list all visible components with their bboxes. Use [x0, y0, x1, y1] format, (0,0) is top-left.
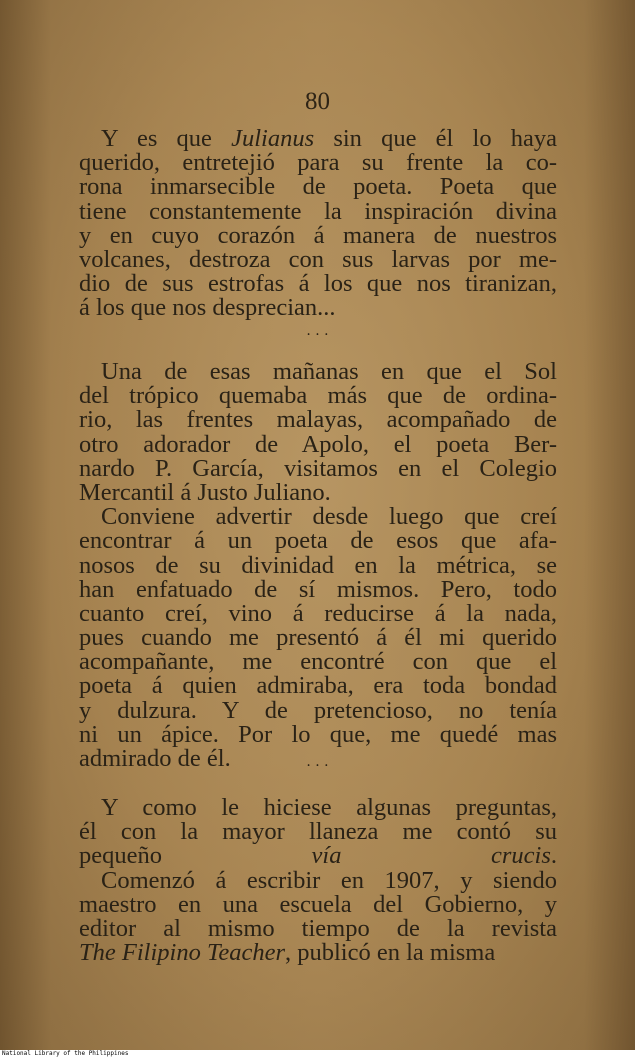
- text-run: han enfatuado de sí mismos. Pero, todo: [79, 575, 557, 603]
- section-separator: · · ·: [306, 758, 329, 774]
- text-line: [79, 197, 557, 225]
- text-line: [79, 360, 557, 384]
- text-run: volcanes, destroza con sus larvas por me-: [79, 245, 557, 273]
- text-run: á los que nos desprecian...: [79, 294, 336, 322]
- italic-text-run: vía crucis: [311, 842, 551, 870]
- text-line: [79, 941, 557, 965]
- paragraph-via-crucis: [79, 796, 557, 965]
- section-separator: · · ·: [306, 327, 329, 343]
- text-line: [79, 384, 557, 408]
- text-line: [79, 175, 557, 199]
- text-line: [79, 674, 557, 698]
- text-line: [79, 866, 557, 894]
- text-line: [79, 820, 557, 844]
- text-run: pues cuando me presentó á él mi querido: [79, 624, 557, 652]
- text-run: rio, las frentes malayas, acompañado de: [79, 406, 557, 434]
- text-run: Y es que: [101, 125, 232, 152]
- paragraph-visit: [79, 360, 557, 771]
- text-line: [79, 296, 557, 320]
- library-credit: National Library of the Philippines: [0, 1050, 635, 1058]
- text-line: [79, 650, 557, 674]
- paragraph-julianus: [79, 127, 557, 321]
- text-line: [79, 890, 557, 918]
- text-run: ni un ápice. Por lo que, me quedé mas: [79, 720, 557, 748]
- text-run: del trópico quemaba más que de ordina-: [79, 382, 557, 410]
- text-line: [79, 272, 557, 296]
- text-run: Mercantil á Justo Juliano.: [79, 478, 331, 506]
- text-line: [79, 454, 557, 482]
- text-run: Una de esas mañanas en que el Sol: [101, 358, 557, 385]
- text-run: otro adorador de Apolo, el poeta Ber-: [79, 430, 557, 458]
- text-line: [79, 551, 557, 579]
- text-line: [79, 844, 557, 868]
- italic-text-run: The Filipino Teacher: [79, 939, 285, 967]
- text-line: [79, 478, 557, 506]
- text-run: Y como le hiciese algunas preguntas,: [101, 794, 557, 821]
- text-run: sin que él lo haya: [314, 125, 557, 152]
- text-line: [79, 430, 557, 458]
- text-run: nardo P. García, visitamos en el Colegio: [79, 454, 557, 482]
- text-run: poeta á quien admiraba, era toda bondad: [79, 672, 557, 700]
- text-line: [79, 720, 557, 748]
- text-line: [79, 529, 557, 553]
- text-line: [79, 505, 557, 529]
- text-run: querido, entretejió para su frente la co-: [79, 149, 557, 177]
- text-run: acompañante, me encontré con que el: [79, 648, 557, 676]
- text-line: [79, 599, 557, 627]
- text-run: admirado de él.: [79, 745, 231, 772]
- text-run: encontrar á un poeta de esos que afa-: [79, 527, 557, 555]
- text-run: , publicó en la misma: [284, 939, 496, 967]
- text-run: pequeño: [79, 842, 312, 870]
- text-line: [79, 221, 557, 249]
- italic-text-run: Julianus: [231, 125, 315, 152]
- text-line: [79, 796, 557, 820]
- page-number: 80: [305, 88, 330, 115]
- text-line: [79, 151, 557, 175]
- text-run: rona inmarsecible de poeta. Poeta que: [79, 173, 557, 201]
- text-run: y dulzura. Y de pretencioso, no tenía: [79, 696, 557, 724]
- text-line: [79, 245, 557, 273]
- text-run: cuanto creí, vino á reducirse á la nada,: [79, 599, 557, 627]
- text-line: [79, 408, 557, 432]
- text-line: [79, 696, 557, 724]
- text-run: él con la mayor llaneza me contó su: [79, 818, 557, 846]
- text-run: Comenzó á escribir en 1907, y siendo: [101, 866, 557, 894]
- text-run: tiene constantemente la inspiración divina: [79, 197, 557, 225]
- text-run: .: [550, 842, 557, 870]
- text-run: nosos de su divinidad en la métrica, se: [79, 551, 557, 579]
- text-line: [79, 127, 557, 151]
- text-run: maestro en una escuela del Gobierno, y: [79, 890, 557, 918]
- text-line: [79, 626, 557, 650]
- text-run: editor al mismo tiempo de la revista: [79, 914, 557, 942]
- text-run: Conviene advertir desde luego que creí: [101, 503, 557, 531]
- text-line: [79, 914, 557, 942]
- text-line: [79, 575, 557, 603]
- text-run: dio de sus estrofas á los que nos tiranizan,: [79, 270, 557, 298]
- text-run: y en cuyo corazón á manera de nuestros: [79, 221, 557, 249]
